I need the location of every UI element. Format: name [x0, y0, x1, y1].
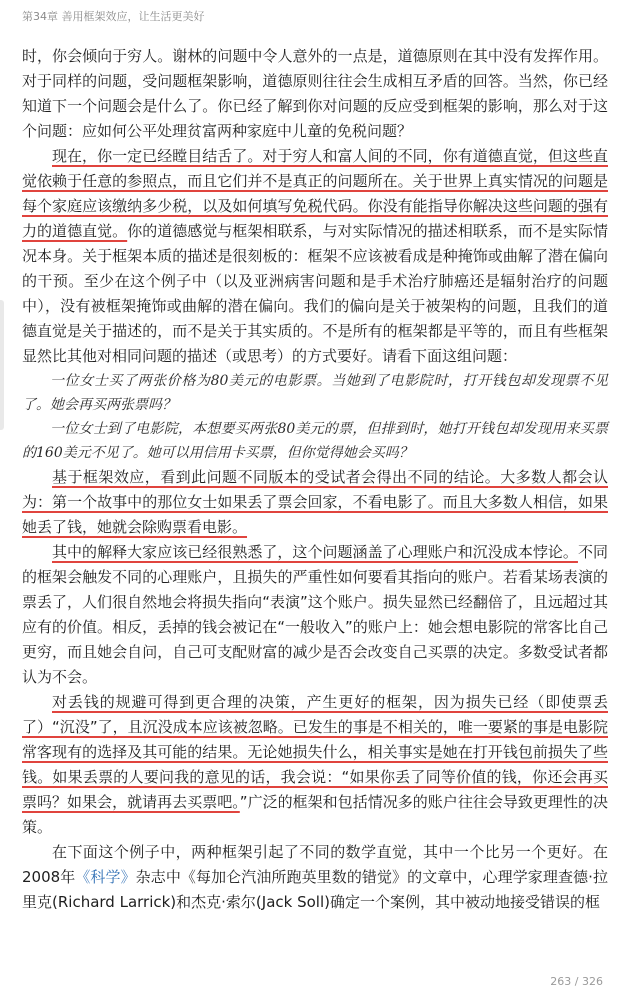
paragraph-text: 在下面这个例子中，两种框架引起了不同的数学直觉，其中一个比另一个更好。在2008年	[22, 843, 608, 886]
paragraph-text: 你的道德感觉与框架相联系，与对实际情况的描述相联系，而不是实际情况本身。关于框架本质的描述是很刻板的：框架不应该被看成是种掩饰或曲解了潜在偏向的干预。至少在这个例子中（以及亚洲病害问题和是手术治疗肺癌还是辐射治疗的问题中），没有被框架掩饰或曲解的潜在偏向。我们的偏向是关于被架构的问题，且我们的道德直觉是关于描述的，而不是关于其实质的。不是所有的框架都是平等的，而且有些框架显然比其他对相同问题的描述（或思考）的方式要好。请看下面这组问题：	[22, 222, 608, 365]
paragraph-5	[22, 690, 608, 840]
journal-title: 《科学》	[75, 868, 136, 886]
highlight-underline[interactable]: 其中的解释大家应该已经很熟悉了，这个问题涵盖了心理账户和沉没成本悖论。	[52, 543, 578, 561]
page-content	[22, 44, 608, 915]
paragraph-text: ”广泛的框架和包括情况多的账户往往会导致更理性的决策。	[22, 793, 608, 836]
page-number: 263 / 326	[550, 975, 603, 988]
page-edge-tab[interactable]	[0, 300, 4, 430]
paragraph-text: 杂志中《每加仑汽油所跑英里数的错觉》的文章中，心理学家理查德·拉里克(Richard Larrick)和杰克·索尔(Jack Soll)确定一个案例，其中被动地接受错误的框	[22, 868, 608, 911]
paragraph-6	[22, 840, 608, 915]
quote-2: 一位女士到了电影院，本想要买两张80美元的票，但排到时，她打开钱包却发现用来买票的160美元不见了。她可以用信用卡买票，但你觉得她会买吗？	[22, 421, 608, 461]
chapter-header: 第34章 善用框架效应，让生活更美好	[22, 10, 205, 23]
highlight-underline[interactable]: 现在，你一定已经瞠目结舌了。对于穷人和富人间的不同，你有道德直觉，但这些直觉依赖于任意的参照点，而且它们并不是真正的问题所在。关于世界上真实情况的问题是每个家庭应该缴纳多少税，以及如何填写免税代码。你没有能指导你解决这些问题的强有力的道德直觉。	[22, 147, 608, 240]
highlight-underline[interactable]: 基于框架效应，看到此问题不同版本的受试者会得出不同的结论。大多数人都会认为：第一个故事中的那位女士如果丢了票会回家，不看电影了。而且大多数人相信，如果她丢了钱，她就会除购票看电影。	[22, 468, 608, 536]
paragraph-text: 不同的框架会触发不同的心理账户，且损失的严重性如何要看其指向的账户。若看某场表演的票丢了，人们很自然地会将损失指向“表演”这个账户。损失显然已经翻倍了，且远超过其应有的价值。相反，丢掉的钱会被记在“一般收入”的账户上：她会想电影院的常客比自己更穷，而且她会自问，自己可支配财富的减少是否会改变自己买票的决定。多数受试者都认为不会。	[22, 543, 608, 686]
paragraph-4	[22, 540, 608, 690]
paragraph-2	[22, 144, 608, 369]
paragraph-1: 时，你会倾向于穷人。谢林的问题中令人意外的一点是，道德原则在其中没有发挥作用。对于同样的问题，受问题框架影响，道德原则往往会生成相互矛盾的回答。当然，你已经知道下一个问题会是什么了。你已经了解到你对问题的反应受到框架的影响，那么对于这个问题：应如何公平处理贫富两种家庭中儿童的免税问题？	[22, 47, 608, 140]
highlight-underline[interactable]: 对丢钱的规避可得到更合理的决策，产生更好的框架，因为损失已经（即使票丢了）“沉没”了，且沉没成本应该被忽略。已发生的事是不相关的，唯一要紧的事是电影院常客现有的选择及其可能的结果。无论她损失什么，相关事实是她在打开钱包前损失了些钱。如果丢票的人要问我的意见的话，我会说：“如果你丢了同等价值的钱，你还会再买票吗？如果会，就请再去买票吧。	[22, 693, 608, 811]
quote-1: 一位女士买了两张价格为80美元的电影票。当她到了电影院时，打开钱包却发现票不见了。她会再买两张票吗？	[22, 373, 608, 413]
paragraph-3	[22, 465, 608, 540]
